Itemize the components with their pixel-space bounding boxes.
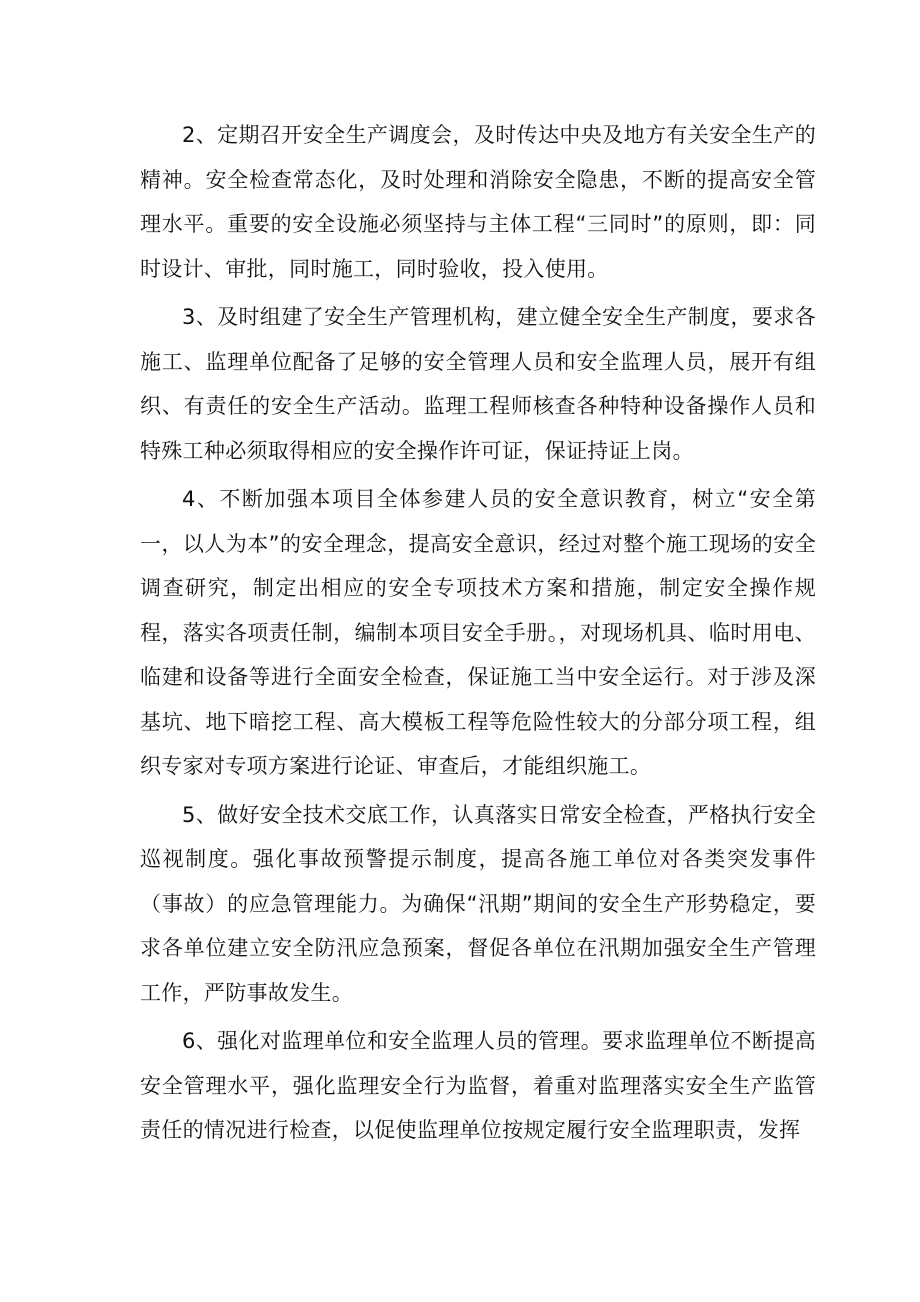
paragraph-item-5: 5、做好安全技术交底工作，认真落实日常安全检查，严格执行安全巡视制度。强化事故预警提示制度，提高各施工单位对各类突发事件（事故）的应急管理能力。为确保“汛期”期间的安全生产形势稳定，要求各单位建立安全防汛应急预案，督促各单位在汛期加强安全生产管理工作，严防事故发生。 [140,802,816,1005]
document-body [140,113,816,1157]
paragraph-item-6: 6、强化对监理单位和安全监理人员的管理。要求监理单位不断提高安全管理水平，强化监理安全行为监督，着重对监理落实安全生产监管责任的情况进行检查，以促使监理单位按规定履行安全监理职责，发挥 [140,1029,816,1142]
paragraph-item-4: 4、不断加强本项目全体参建人员的安全意识教育，树立“安全第一，以人为本”的安全理念，提高安全意识，经过对整个施工现场的安全调查研究，制定出相应的安全专项技术方案和措施，制定安全操作规程，落实各项责任制，编制本项目安全手册。，对现场机具、临时用电、临建和设备等进行全面安全检查，保证施工当中安全运行。对于涉及深基坑、地下暗挖工程、高大模板工程等危险性较大的分部分项工程，组织专家对专项方案进行论证、审查后，才能组织施工。 [140,487,816,778]
paragraph-item-2: 2、定期召开安全生产调度会，及时传达中央及地方有关安全生产的精神。安全检查常态化，及时处理和消除安全隐患，不断的提高安全管理水平。重要的安全设施必须坚持与主体工程“三同时”的原则，即：同时设计、审批，同时施工，同时验收，投入使用。 [140,123,816,281]
paragraph-item-3: 3、及时组建了安全生产管理机构，建立健全安全生产制度，要求各施工、监理单位配备了足够的安全管理人员和安全监理人员，展开有组织、有责任的安全生产活动。监理工程师核查各种特种设备操作人员和特殊工种必须取得相应的安全操作许可证，保证持证上岗。 [140,305,816,463]
